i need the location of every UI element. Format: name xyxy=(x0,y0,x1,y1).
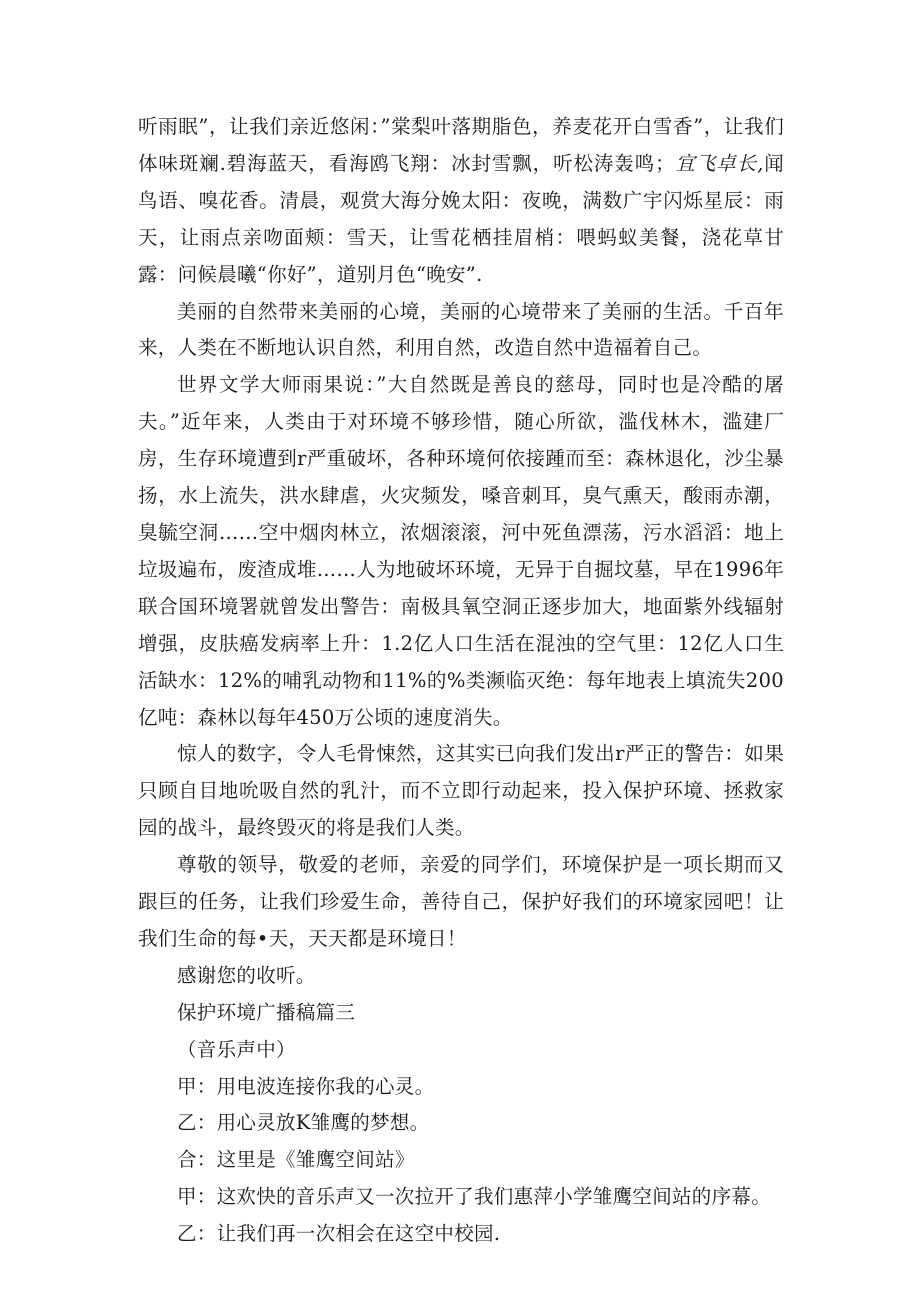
text-run: 闻鸟语、嗅花香。清晨，观赏大海分娩太阳：夜晚，满数广宇闪烁星辰：雨天，让雨点亲吻面颊：雪天，让雪花栖挂眉梢：喂蚂蚁美餐，浇花草甘露：问候晨曦“你好”，道别月色“晚安”. xyxy=(138,151,784,286)
paragraph-appeal xyxy=(138,847,784,958)
paragraph-beautiful-mood xyxy=(138,294,784,368)
paragraph-warning xyxy=(138,736,784,847)
text-run: 听雨眠”，让我们亲近悠闲：”棠梨叶落期脂色，养麦花开白雪香”，让我们体味斑斓.碧海蓝天，看海鸥飞翔：冰封雪飘，听松涛轰鸣； xyxy=(138,115,784,175)
dialogue-line: 甲：这欢快的音乐声又一次拉开了我们惠萍小学雏鹰空间站的序幕。 xyxy=(177,1185,772,1209)
dialogue-line: 合：这里是《雏鹰空间站》 xyxy=(177,1148,415,1172)
paragraph-nature-scenes xyxy=(138,109,784,294)
document-body xyxy=(138,109,784,1253)
stage-direction: （音乐声中） xyxy=(177,1037,296,1061)
paragraph-hugo-quote xyxy=(138,367,784,736)
dialogue-line: 乙：用心灵放K雏鹰的梦想。 xyxy=(177,1111,430,1135)
dialogue-line: 乙：让我们再一次相会在这空中校园. xyxy=(177,1222,501,1246)
text-run: 美丽的自然带来美丽的心境，美丽的心境带来了美丽的生活。千百年来，人类在不断地认识自然，利用自然，改造自然中造福着自己。 xyxy=(138,299,784,360)
text-run: 惊人的数字，令人毛骨悚然，这其实已向我们发出r严正的警告：如果只顾自目地吮吸自然的乳汁，而不立即行动起来，投入保护环境、拯救家园的战斗，最终毁灭的将是我们人类。 xyxy=(138,742,784,840)
thanks-line: 感谢您的收听。 xyxy=(177,963,316,987)
dialogue-line: 甲：用电波连接你我的心灵。 xyxy=(177,1074,435,1098)
text-run-italic: 宜飞卓长, xyxy=(674,151,764,175)
text-run: 世界文学大师雨果说：”大自然既是善良的慈母，同时也是冷酷的屠夫。”近年来，人类由于对环境不够珍惜，随心所欲，滥伐林木，滥建厂房，生存环境遭到r严重破坏，各种环境何依接踵而至：森林退化，沙尘暴扬，水上流失，洪水肆虐，火灾频发，嗓音刺耳，臭气熏天，酸雨赤潮，臭毓空洞……空中烟肉林立，浓烟滚滚，河中死鱼漂荡，污水滔滔：地上垃圾遍布，废渣成堆……人为地破坏环境，无异于自掘坟墓，早在1996年联合国环境署就曾发出警告：南极具氧空洞正逐步加大，地面紫外线辐射增强，皮肤癌发病率上升：1.2亿人口生活在混浊的空气里：12亿人口生活缺水：12%的哺乳动物和11%的%类濒临灭绝：每年地表上填流失200亿吨：森林以每年450万公顷的速度消失。 xyxy=(138,373,784,729)
section-heading: 保护环境广播稿篇三 xyxy=(177,1000,356,1024)
text-run: 尊敬的领导，敬爱的老师，亲爱的同学们，环境保护是一项长期而又跟巨的任务，让我们珍爱生命，善待自己，保护好我们的环境家园吧！让我们生命的每•天，天天都是环境日！ xyxy=(138,853,784,950)
